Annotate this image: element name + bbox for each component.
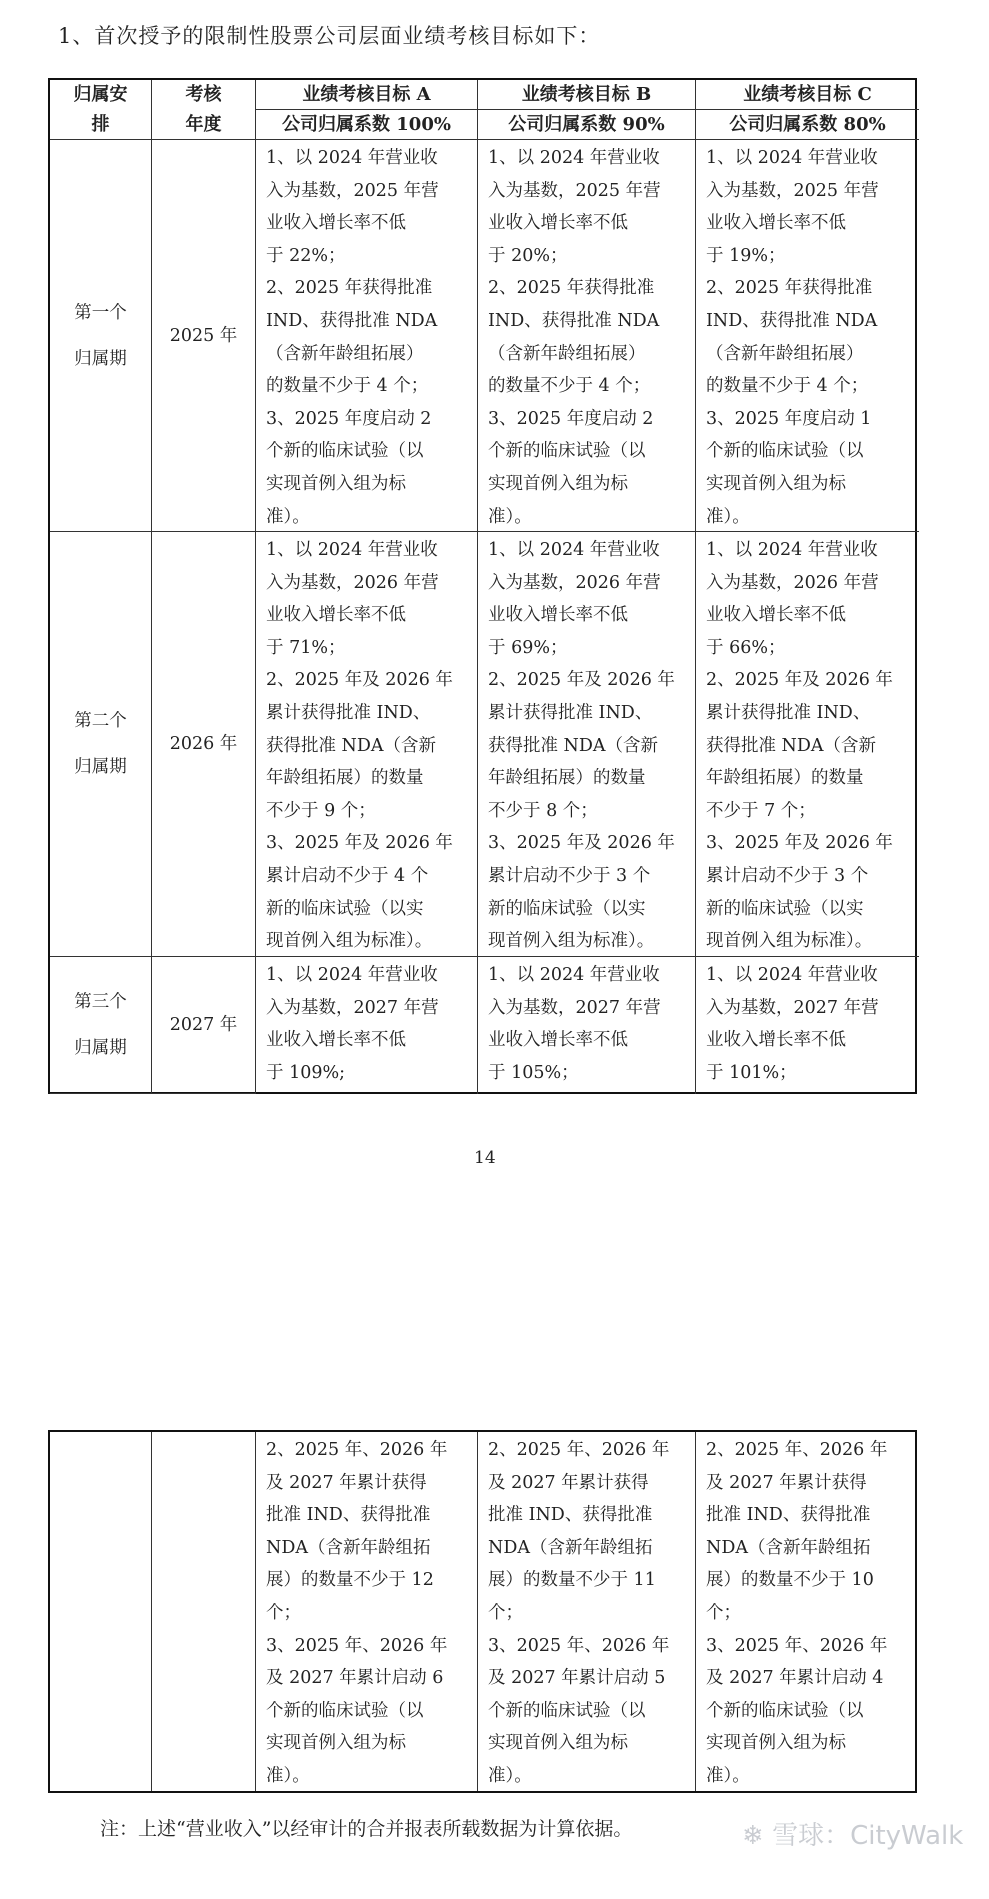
- text-line: 于 105%；: [488, 1062, 579, 1083]
- text-line: 个；: [706, 1602, 741, 1623]
- vesting-period: 归属期: [74, 757, 127, 777]
- text-line: 个新的临床试验（以: [488, 441, 646, 462]
- text-line: 个；: [266, 1602, 301, 1623]
- text-line: 准）。: [706, 1765, 750, 1786]
- text-line: 个新的临床试验（以: [706, 1700, 864, 1721]
- text-line: 累计获得批准 IND、: [706, 702, 871, 723]
- text-line: 批准 IND、获得批准: [488, 1505, 653, 1526]
- text-line: 获得批准 NDA（含新: [266, 735, 437, 756]
- text-line: 业收入增长率不低: [266, 605, 406, 626]
- text-line: 现首例入组为标准）。: [488, 931, 655, 952]
- text-line: 年龄组拓展）的数量: [488, 768, 646, 789]
- target-cell: [696, 1432, 919, 1791]
- text-line: 1、以 2024 年营业收: [706, 965, 878, 985]
- text-line: 及 2027 年累计启动 6: [266, 1668, 444, 1689]
- text-line: 3、2025 年、2026 年: [706, 1635, 888, 1656]
- text-line: 2、2025 年及 2026 年: [488, 670, 675, 691]
- text-line: 业收入增长率不低: [706, 1030, 846, 1051]
- assessment-year-cell: [152, 140, 256, 532]
- target-cell: [696, 532, 919, 957]
- text-line: 2、2025 年、2026 年: [706, 1440, 888, 1460]
- text-line: 3、2025 年、2026 年: [266, 1635, 448, 1656]
- text-line: 批准 IND、获得批准: [266, 1505, 431, 1526]
- vesting-period: 归属期: [74, 348, 127, 369]
- text-line: 1、以 2024 年营业收: [488, 965, 660, 985]
- target-cell: [478, 532, 696, 957]
- text-line: 于 22%；: [266, 245, 346, 266]
- text-line: 3、2025 年度启动 2: [488, 408, 654, 429]
- text-line: 及 2027 年累计获得: [706, 1472, 867, 1493]
- text-line: 及 2027 年累计启动 4: [706, 1668, 884, 1689]
- text-line: 入为基数，2026 年营: [488, 572, 661, 593]
- section-title: 1、首次授予的限制性股票公司层面业绩考核目标如下：: [58, 24, 601, 48]
- text-line: IND、获得批准 NDA: [266, 310, 438, 331]
- text-line: 2、2025 年获得批准: [488, 278, 655, 299]
- text-line: 准）。: [488, 506, 532, 527]
- text-line: 1、以 2024 年营业收: [706, 148, 878, 168]
- assessment-year-cell: [152, 1432, 256, 1791]
- header-vesting-arrangement: [50, 80, 152, 140]
- text-line: 个新的临床试验（以: [706, 441, 864, 462]
- vesting-period: 归属期: [74, 1038, 127, 1058]
- text-line: 准）。: [706, 506, 750, 527]
- target-name: 业绩考核目标 C: [743, 83, 872, 105]
- text-line: 1、以 2024 年营业收: [488, 540, 660, 560]
- text-line: 业收入增长率不低: [488, 213, 628, 234]
- header-target-coefficient: [478, 110, 696, 140]
- text-line: 1、以 2024 年营业收: [706, 540, 878, 560]
- text-line: 实现首例入组为标: [266, 1733, 406, 1754]
- text-line: 实现首例入组为标: [488, 473, 628, 494]
- text-line: 业收入增长率不低: [266, 1030, 406, 1051]
- text-line: 年龄组拓展）的数量: [266, 768, 424, 789]
- text-line: 1、以 2024 年营业收: [488, 148, 660, 168]
- text-line: 3、2025 年度启动 1: [706, 408, 872, 429]
- text-line: 准）。: [266, 1765, 310, 1786]
- assessment-year-cell: [152, 532, 256, 957]
- text-line: 于 19%；: [706, 245, 786, 266]
- text-line: 获得批准 NDA（含新: [488, 735, 659, 756]
- text-line: 入为基数，2025 年营: [706, 180, 879, 201]
- text-line: 不少于 8 个；: [488, 800, 598, 821]
- text-line: 的数量不少于 4 个；: [488, 376, 651, 397]
- text-line: 2、2025 年获得批准: [266, 278, 433, 299]
- text-line: 累计启动不少于 3 个: [706, 865, 869, 886]
- text-line: （含新年龄组拓展）: [488, 343, 646, 364]
- text-line: 个新的临床试验（以: [266, 441, 424, 462]
- text-line: 3、2025 年及 2026 年: [488, 833, 675, 854]
- target-coefficient: 公司归属系数 100%: [282, 113, 451, 135]
- header-text: 考核: [185, 83, 222, 105]
- target-cell: [478, 1432, 696, 1791]
- text-line: 的数量不少于 4 个；: [266, 376, 429, 397]
- watermark-text: 雪球：CityWalk: [772, 1821, 964, 1851]
- vesting-period-cell: [50, 532, 152, 957]
- text-line: 及 2027 年累计获得: [488, 1472, 649, 1493]
- header-assessment-year: [152, 80, 256, 140]
- page-number: 14: [474, 1148, 496, 1168]
- text-line: 于 20%；: [488, 245, 568, 266]
- header-target-name: [478, 80, 696, 110]
- text-line: 实现首例入组为标: [706, 1733, 846, 1754]
- text-line: 实现首例入组为标: [266, 473, 406, 494]
- text-line: 入为基数，2027 年营: [488, 997, 661, 1018]
- text-line: 入为基数，2026 年营: [266, 572, 439, 593]
- vesting-period: 第三个: [74, 992, 127, 1012]
- performance-target-table-continued: [48, 1430, 917, 1793]
- target-cell: [256, 532, 478, 957]
- text-line: 业收入增长率不低: [266, 213, 406, 234]
- target-cell: [256, 140, 478, 532]
- text-line: 1、以 2024 年营业收: [266, 965, 438, 985]
- text-line: 入为基数，2027 年营: [266, 997, 439, 1018]
- text-line: NDA（含新年龄组拓: [488, 1537, 653, 1558]
- text-line: 累计启动不少于 4 个: [266, 865, 429, 886]
- text-line: 2、2025 年获得批准: [706, 278, 873, 299]
- vesting-period: 第二个: [74, 711, 127, 731]
- text-line: 于 69%；: [488, 637, 568, 658]
- text-line: 及 2027 年累计获得: [266, 1472, 427, 1493]
- text-line: 不少于 7 个；: [706, 800, 816, 821]
- text-line: 现首例入组为标准）。: [266, 931, 433, 952]
- target-cell: [256, 957, 478, 1094]
- text-line: 实现首例入组为标: [488, 1733, 628, 1754]
- target-name: 业绩考核目标 B: [521, 83, 652, 105]
- text-line: 展）的数量不少于 10: [706, 1570, 874, 1591]
- text-line: 于 66%；: [706, 637, 786, 658]
- header-text: 年度: [185, 113, 222, 135]
- text-line: 准）。: [266, 506, 310, 527]
- target-coefficient: 公司归属系数 80%: [729, 113, 886, 135]
- assessment-year-cell: [152, 957, 256, 1094]
- text-line: 2、2025 年、2026 年: [266, 1440, 448, 1460]
- text-line: NDA（含新年龄组拓: [706, 1537, 871, 1558]
- target-cell: [478, 140, 696, 532]
- text-line: IND、获得批准 NDA: [488, 310, 660, 331]
- text-line: 业收入增长率不低: [706, 213, 846, 234]
- text-line: 累计获得批准 IND、: [266, 702, 431, 723]
- target-name: 业绩考核目标 A: [302, 83, 431, 105]
- text-line: 入为基数，2027 年营: [706, 997, 879, 1018]
- assessment-year: 2026 年: [169, 734, 238, 754]
- text-line: （含新年龄组拓展）: [706, 343, 864, 364]
- text-line: 入为基数，2025 年营: [488, 180, 661, 201]
- text-line: 业收入增长率不低: [706, 605, 846, 626]
- text-line: 累计获得批准 IND、: [488, 702, 653, 723]
- target-cell: [478, 957, 696, 1094]
- text-line: 新的临床试验（以实: [488, 898, 646, 919]
- target-cell: [256, 1432, 478, 1791]
- text-line: 3、2025 年、2026 年: [488, 1635, 670, 1656]
- target-cell: [696, 140, 919, 532]
- text-line: 的数量不少于 4 个；: [706, 376, 869, 397]
- text-line: 准）。: [488, 1765, 532, 1786]
- text-line: NDA（含新年龄组拓: [266, 1537, 431, 1558]
- vesting-period-cell: [50, 1432, 152, 1791]
- text-line: 3、2025 年及 2026 年: [706, 833, 893, 854]
- vesting-period-cell: [50, 140, 152, 532]
- text-line: 2、2025 年及 2026 年: [266, 670, 453, 691]
- watermark: ❄ 雪球：CityWalk: [742, 1821, 964, 1851]
- text-line: 现首例入组为标准）。: [706, 931, 873, 952]
- header-target-coefficient: [256, 110, 478, 140]
- text-line: 累计启动不少于 3 个: [488, 865, 651, 886]
- text-line: 新的临床试验（以实: [706, 898, 864, 919]
- header-target-name: [256, 80, 478, 110]
- performance-target-table: [48, 78, 917, 1094]
- text-line: 个；: [488, 1602, 523, 1623]
- text-line: 批准 IND、获得批准: [706, 1505, 871, 1526]
- header-text: 归属安: [73, 83, 128, 105]
- header-target-name: [696, 80, 919, 110]
- assessment-year: 2027 年: [169, 1015, 238, 1035]
- target-cell: [696, 957, 919, 1094]
- text-line: 入为基数，2026 年营: [706, 572, 879, 593]
- text-line: 于 101%；: [706, 1062, 797, 1083]
- text-line: 获得批准 NDA（含新: [706, 735, 877, 756]
- header-text: 排: [91, 113, 110, 135]
- text-line: 入为基数，2025 年营: [266, 180, 439, 201]
- text-line: 年龄组拓展）的数量: [706, 768, 864, 789]
- text-line: 1、以 2024 年营业收: [266, 148, 438, 168]
- text-line: 业收入增长率不低: [488, 605, 628, 626]
- assessment-year: 2025 年: [169, 325, 238, 346]
- text-line: 展）的数量不少于 11: [488, 1570, 656, 1591]
- text-line: IND、获得批准 NDA: [706, 310, 878, 331]
- text-line: 1、以 2024 年营业收: [266, 540, 438, 560]
- text-line: 新的临床试验（以实: [266, 898, 424, 919]
- header-target-coefficient: [696, 110, 919, 140]
- text-line: 及 2027 年累计启动 5: [488, 1668, 666, 1689]
- text-line: 业收入增长率不低: [488, 1030, 628, 1051]
- footnote: 注：上述“营业收入”以经审计的合并报表所载数据为计算依据。: [100, 1818, 633, 1840]
- text-line: 3、2025 年及 2026 年: [266, 833, 453, 854]
- text-line: 展）的数量不少于 12: [266, 1570, 434, 1591]
- text-line: 于 109%;: [266, 1062, 345, 1083]
- vesting-period-cell: [50, 957, 152, 1094]
- text-line: 3、2025 年度启动 2: [266, 408, 432, 429]
- vesting-period: 第一个: [74, 302, 127, 323]
- text-line: （含新年龄组拓展）: [266, 343, 424, 364]
- text-line: 个新的临床试验（以: [266, 1700, 424, 1721]
- text-line: 2、2025 年及 2026 年: [706, 670, 893, 691]
- text-line: 实现首例入组为标: [706, 473, 846, 494]
- text-line: 2、2025 年、2026 年: [488, 1440, 670, 1460]
- text-line: 于 71%；: [266, 637, 346, 658]
- text-line: 个新的临床试验（以: [488, 1700, 646, 1721]
- target-coefficient: 公司归属系数 90%: [508, 113, 665, 135]
- text-line: 不少于 9 个；: [266, 800, 376, 821]
